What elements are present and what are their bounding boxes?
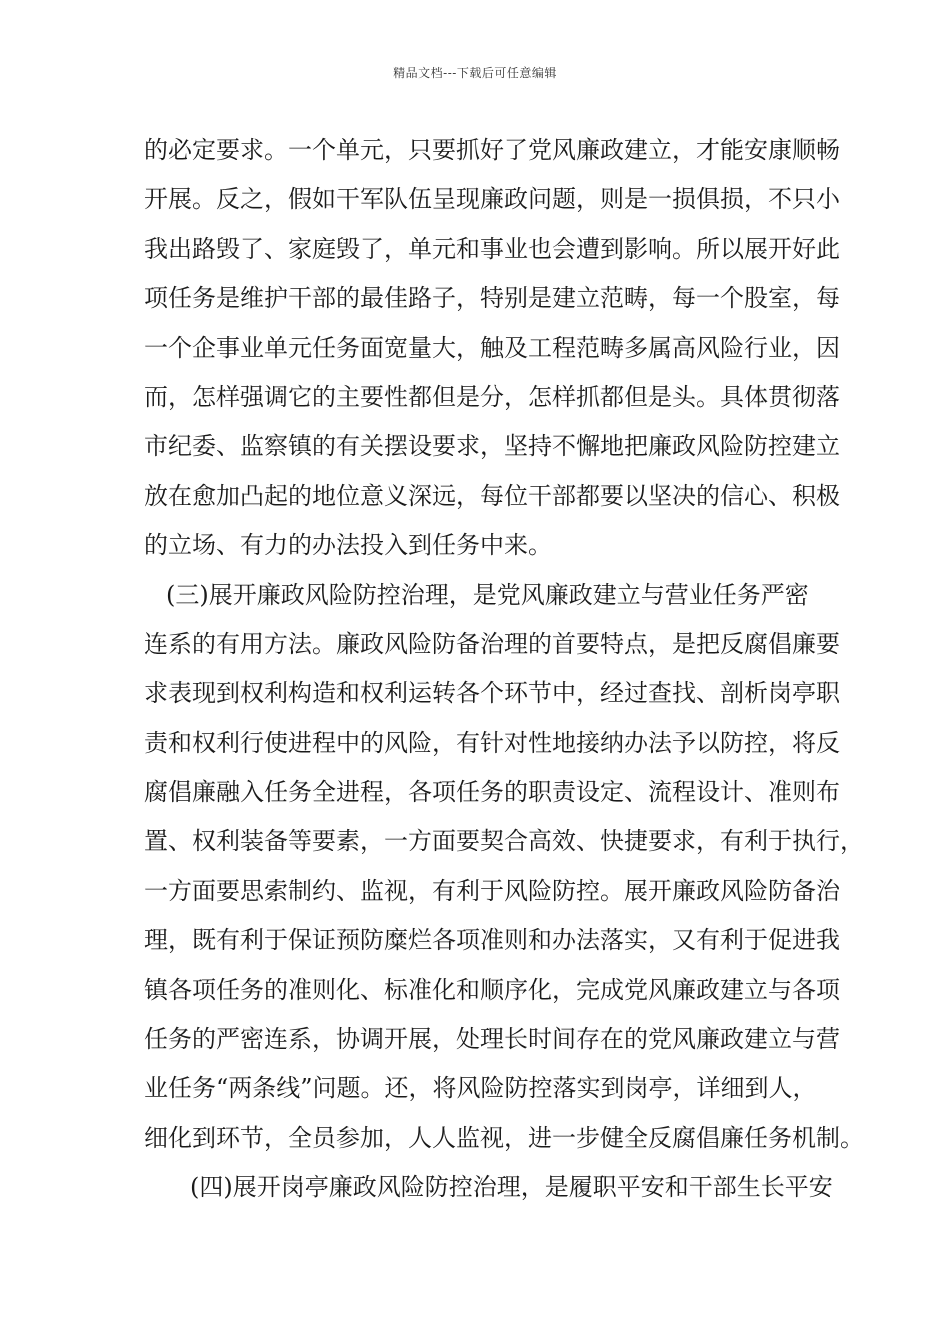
page-header: 精品文档---下载后可任意编辑 [393, 66, 557, 80]
text-line: 细化到环节，全员参加，人人监视，进一步健全反腐倡廉任务机制。 [144, 1123, 864, 1152]
text-line: 我出路毁了、家庭毁了，单元和事业也会遭到影响。所以展开好此 [144, 234, 840, 263]
text-line: 业任务“两条线”问题。还，将风险防控落实到岗亭，详细到人， [144, 1074, 817, 1103]
text-line: 放在愈加凸起的地位意义深远，每位干部都要以坚决的信心、积极 [144, 481, 840, 510]
text-line: 而，怎样强调它的主要性都但是分，怎样抓都但是头。具体贯彻落 [144, 382, 840, 411]
text-line: 的立场、有力的办法投入到任务中来。 [144, 531, 552, 560]
paragraph-start-line: (四)展开岗亭廉政风险防控治理，是履职平安和干部生长平安 [190, 1173, 833, 1202]
text-line: 连系的有用方法。廉政风险防备治理的首要特点，是把反腐倡廉要 [144, 629, 840, 658]
text-line: 一个企事业单元任务面宽量大，触及工程范畴多属高风险行业，因 [144, 333, 840, 362]
text-line: 责和权利行使进程中的风险，有针对性地接纳办法予以防控，将反 [144, 728, 840, 757]
paragraph-start-line: (三)展开廉政风险防控治理，是党风廉政建立与营业任务严密 [166, 580, 809, 609]
text-line: 市纪委、监察镇的有关摆设要求，坚持不懈地把廉政风险防控建立 [144, 432, 840, 461]
text-line: 任务的严密连系，协调开展，处理长时间存在的党风廉政建立与营 [144, 1025, 840, 1054]
text-line: 一方面要思索制约、监视，有利于风险防控。展开廉政风险防备治 [144, 876, 840, 905]
text-line: 求表现到权利构造和权利运转各个环节中，经过查找、剖析岗亭职 [144, 679, 840, 708]
text-line: 项任务是维护干部的最佳路子，特别是建立范畴，每一个股室，每 [144, 284, 840, 313]
text-line: 镇各项任务的准则化、标准化和顺序化，完成党风廉政建立与各项 [144, 975, 840, 1004]
text-line: 腐倡廉融入任务全进程，各项任务的职责设定、流程设计、准则布 [144, 778, 840, 807]
text-line: 的必定要求。一个单元，只要抓好了党风廉政建立，才能安康顺畅 [144, 136, 840, 164]
text-line: 置、权利装备等要素，一方面要契合高效、快捷要求，有利于执行， [144, 827, 864, 856]
document-body [144, 126, 864, 1213]
text-line: 开展。反之，假如干军队伍呈现廉政问题，则是一损俱损，不只小 [144, 185, 840, 214]
text-line: 理，既有利于保证预防糜烂各项准则和办法落实，又有利于促进我 [144, 926, 840, 955]
